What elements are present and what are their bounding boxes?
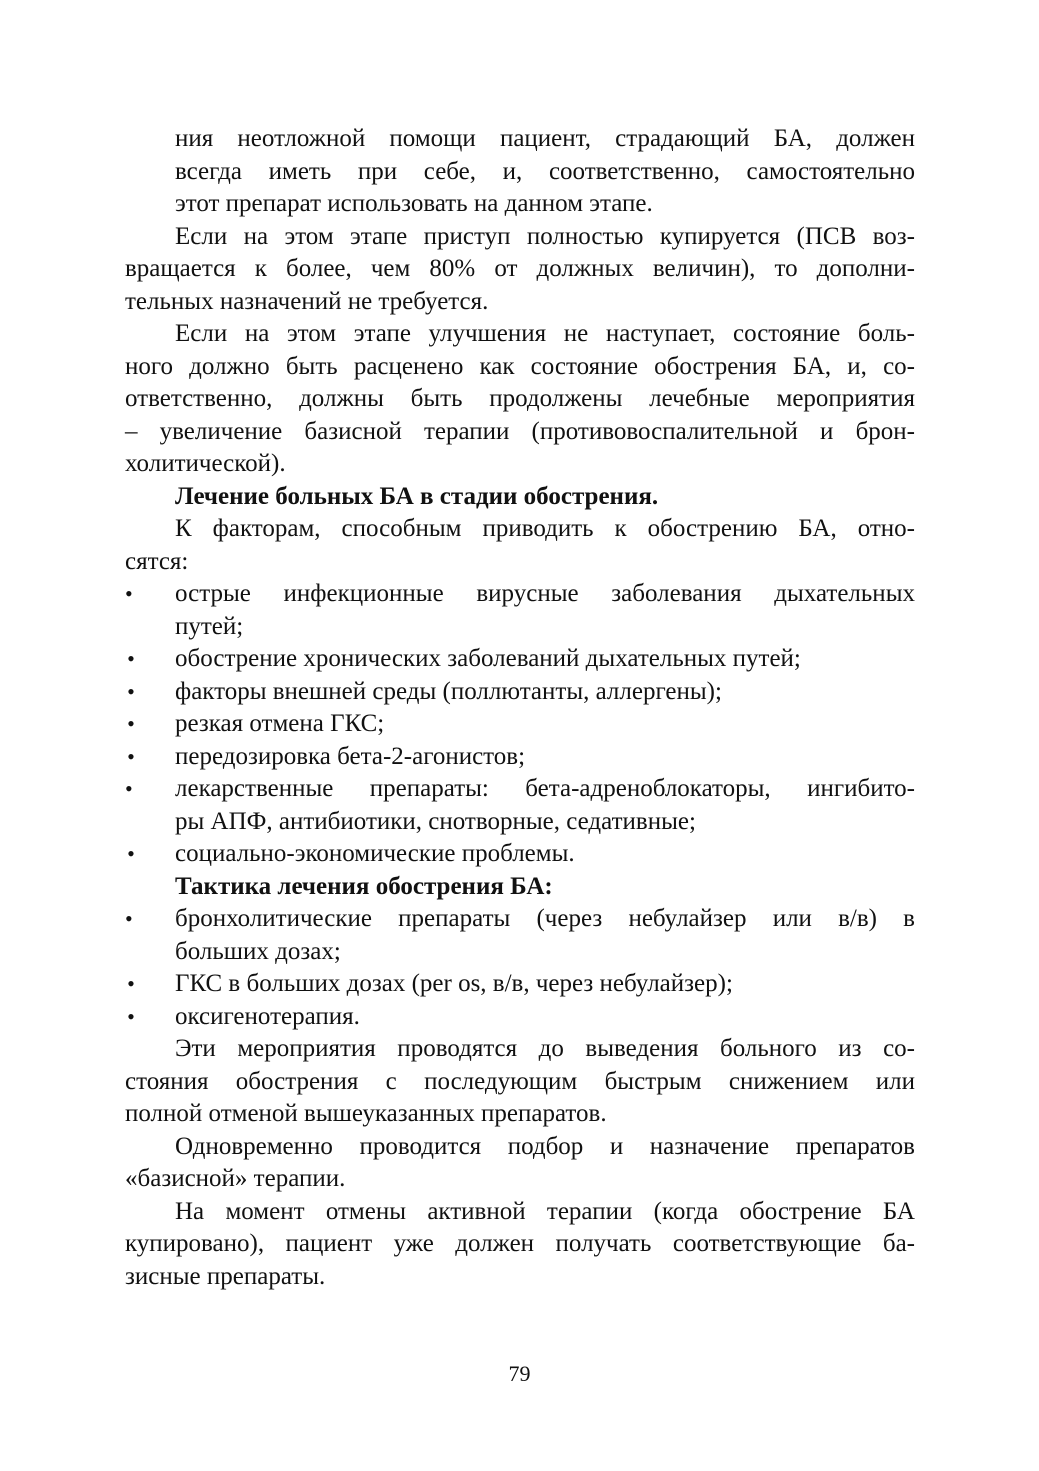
text-line: вращается к более, чем 80% от должных величин), то дополни-	[125, 255, 915, 282]
text-line: стояния обострения с последующим быстрым снижением или	[125, 1067, 915, 1095]
text-line: ного должно быть расценено как состояние обострения БА, и, со-	[125, 352, 915, 380]
list-item	[125, 838, 915, 871]
text-line: – увеличение базисной терапии (противовоспалительной и брон-	[125, 417, 915, 445]
text-line: К факторам, способным приводить к обострению БА, отно-	[175, 515, 915, 542]
text-line: ния неотложной помощи пациент, страдающий БА, должен	[175, 125, 915, 152]
text-line: сятся:	[125, 547, 189, 575]
bullet-icon: •	[127, 1003, 135, 1029]
list-item-text: острые инфекционные вирусные заболевания дыхательных	[175, 580, 915, 607]
text-line: Если на этом этапе улучшения не наступает, состояние боль-	[175, 320, 915, 347]
page-body	[125, 123, 915, 1293]
list-item	[125, 708, 915, 741]
list-item-continuation: ры АПФ, антибиотики, снотворные, седативные;	[175, 807, 696, 835]
section-heading: Лечение больных БА в стадии обострения.	[175, 482, 659, 510]
bullet-icon: •	[127, 678, 135, 704]
text-line: Эти мероприятия проводятся до выведения больного из со-	[175, 1035, 915, 1062]
list-item-text: обострение хронических заболеваний дыхательных путей;	[175, 645, 801, 672]
bullet-icon: •	[127, 711, 135, 736]
list-item	[125, 903, 915, 936]
page-number: 79	[508, 1361, 531, 1386]
text-line: полной отменой вышеуказанных препаратов.	[125, 1100, 607, 1127]
list-item	[125, 968, 915, 1001]
list-item-text: социально-экономические проблемы.	[175, 840, 575, 867]
section-heading: Тактика лечения обострения БА:	[175, 872, 553, 900]
bullet-icon: •	[125, 581, 133, 606]
list-item	[125, 741, 915, 774]
text-line: всегда иметь при себе, и, соответственно, самостоятельно	[175, 157, 915, 185]
list-item	[125, 578, 915, 611]
text-line: холитической).	[125, 450, 286, 477]
text-line: этот препарат использовать на данном этапе.	[175, 190, 653, 217]
bullet-icon: •	[125, 906, 133, 931]
list-item-text: лекарственные препараты: бета-адреноблокаторы, ингибито-	[175, 775, 915, 802]
list-item-text: факторы внешней среды (поллютанты, аллергены);	[175, 677, 722, 705]
list-item-text: резкая отмена ГКС;	[175, 710, 385, 737]
text-line: Одновременно проводится подбор и назначение препаратов	[175, 1132, 915, 1160]
list-item	[125, 1001, 915, 1034]
bullet-icon: •	[127, 841, 135, 866]
text-line: зисные препараты.	[125, 1262, 326, 1290]
text-line: ответственно, должны быть продолжены лечебные мероприятия	[125, 385, 915, 412]
bullet-icon: •	[127, 971, 135, 996]
text-line: тельных назначений не требуется.	[125, 287, 489, 315]
bullet-icon: •	[127, 646, 135, 671]
list-item-text: ГКС в больших дозах (per os, в/в, через небулайзер);	[175, 970, 733, 997]
list-item	[125, 643, 915, 676]
list-item	[125, 676, 915, 709]
bullet-icon: •	[125, 776, 133, 801]
list-item-text: передозировка бета-2-агонистов;	[175, 742, 526, 770]
list-item-text: оксигенотерапия.	[175, 1002, 360, 1030]
text-line: На момент отмены активной терапии (когда обострение БА	[175, 1197, 915, 1225]
list-item-text: бронхолитические препараты (через небулайзер или в/в) в	[175, 905, 915, 932]
text-line: Если на этом этапе приступ полностью купируется (ПСВ воз-	[175, 222, 915, 250]
text-line: «базисной» терапии.	[125, 1165, 346, 1192]
list-item-continuation: путей;	[175, 612, 244, 640]
list-item	[125, 773, 915, 806]
list-item-continuation: больших дозах;	[175, 937, 341, 965]
bullet-icon: •	[127, 743, 135, 769]
text-line: купировано), пациент уже должен получать соответствующие ба-	[125, 1230, 915, 1257]
